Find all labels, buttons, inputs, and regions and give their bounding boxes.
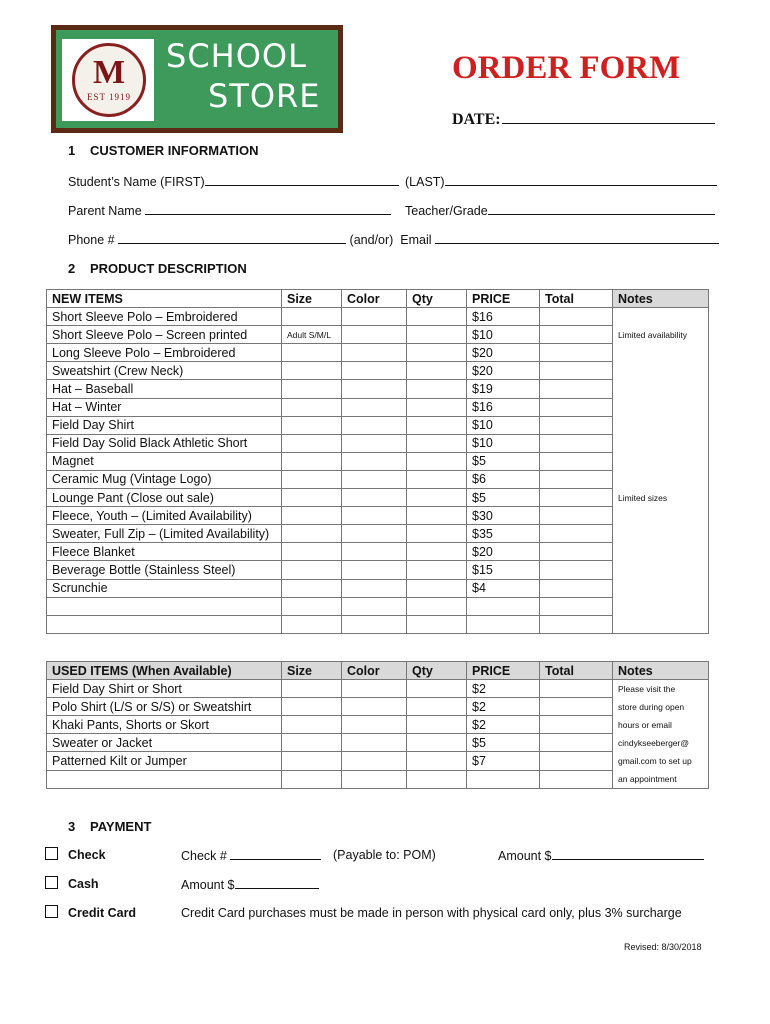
total-cell[interactable] bbox=[540, 326, 613, 344]
used-item-row bbox=[47, 752, 709, 770]
total-cell[interactable] bbox=[540, 452, 613, 470]
used-item-row bbox=[47, 680, 709, 698]
cash-amount-line[interactable] bbox=[235, 877, 319, 889]
used-items-header: USED ITEMS (When Available) bbox=[47, 662, 282, 680]
total-cell[interactable] bbox=[540, 698, 613, 716]
color-cell[interactable] bbox=[342, 507, 407, 525]
used-color-header: Color bbox=[342, 662, 407, 680]
price-cell: $2 bbox=[467, 716, 540, 734]
notes-cell bbox=[613, 597, 709, 615]
qty-cell[interactable] bbox=[407, 698, 467, 716]
new-items-header: NEW ITEMS bbox=[47, 290, 282, 308]
new-item-row bbox=[47, 308, 709, 326]
notes-cell: cindykseeberger@ bbox=[613, 734, 709, 752]
total-cell[interactable] bbox=[540, 716, 613, 734]
student-last-field[interactable]: (LAST) bbox=[405, 174, 717, 189]
new-item-row bbox=[47, 615, 709, 633]
size-cell[interactable]: Adult S/M/L bbox=[282, 326, 342, 344]
used-item-row bbox=[47, 698, 709, 716]
size-cell[interactable] bbox=[282, 507, 342, 525]
color-cell[interactable] bbox=[342, 525, 407, 543]
item-name: Short Sleeve Polo – Screen printed bbox=[47, 326, 282, 344]
used-total-header: Total bbox=[540, 662, 613, 680]
crest-badge bbox=[62, 39, 154, 121]
crest-est: EST 1919 bbox=[86, 92, 132, 102]
item-name: Long Sleeve Polo – Embroidered bbox=[47, 344, 282, 362]
qty-cell[interactable] bbox=[407, 716, 467, 734]
new-item-row bbox=[47, 416, 709, 434]
size-cell[interactable] bbox=[282, 525, 342, 543]
color-cell[interactable] bbox=[342, 470, 407, 488]
size-cell[interactable] bbox=[282, 344, 342, 362]
total-cell[interactable] bbox=[540, 344, 613, 362]
teacher-grade-field[interactable]: Teacher/Grade bbox=[405, 203, 715, 218]
size-cell[interactable] bbox=[282, 308, 342, 326]
notes-cell: store during open bbox=[613, 698, 709, 716]
color-cell[interactable] bbox=[342, 380, 407, 398]
notes-cell bbox=[613, 507, 709, 525]
total-cell[interactable] bbox=[540, 597, 613, 615]
item-name: Hat – Winter bbox=[47, 398, 282, 416]
total-cell[interactable] bbox=[540, 579, 613, 597]
credit-card-label: Credit Card bbox=[68, 906, 137, 920]
price-cell: $20 bbox=[467, 362, 540, 380]
cash-amount-field[interactable]: Amount $ bbox=[181, 877, 319, 892]
date-field[interactable] bbox=[452, 110, 715, 129]
total-cell[interactable] bbox=[540, 380, 613, 398]
payment-section-heading: 3 PAYMENT bbox=[68, 819, 152, 834]
logo-line-1: SCHOOL bbox=[166, 37, 307, 75]
color-cell[interactable] bbox=[342, 326, 407, 344]
school-store-logo bbox=[51, 25, 343, 133]
total-header: Total bbox=[540, 290, 613, 308]
qty-cell[interactable] bbox=[407, 398, 467, 416]
total-cell[interactable] bbox=[540, 470, 613, 488]
size-cell[interactable] bbox=[282, 470, 342, 488]
qty-cell[interactable] bbox=[407, 525, 467, 543]
color-cell[interactable] bbox=[342, 615, 407, 633]
notes-cell bbox=[613, 525, 709, 543]
price-cell bbox=[467, 770, 540, 788]
color-cell[interactable] bbox=[342, 489, 407, 507]
notes-cell: Limited sizes bbox=[613, 489, 709, 507]
total-cell[interactable] bbox=[540, 398, 613, 416]
color-cell[interactable] bbox=[342, 416, 407, 434]
size-cell[interactable] bbox=[282, 561, 342, 579]
new-item-row bbox=[47, 507, 709, 525]
qty-cell[interactable] bbox=[407, 362, 467, 380]
qty-cell[interactable] bbox=[407, 344, 467, 362]
used-item-row bbox=[47, 734, 709, 752]
qty-cell[interactable] bbox=[407, 579, 467, 597]
size-cell[interactable] bbox=[282, 398, 342, 416]
color-cell[interactable] bbox=[342, 698, 407, 716]
qty-cell[interactable] bbox=[407, 752, 467, 770]
price-cell: $30 bbox=[467, 507, 540, 525]
student-last-line[interactable] bbox=[445, 174, 717, 186]
notes-header: Notes bbox=[613, 290, 709, 308]
item-name: Sweater, Full Zip – (Limited Availability) bbox=[47, 525, 282, 543]
total-cell[interactable] bbox=[540, 525, 613, 543]
total-cell[interactable] bbox=[540, 615, 613, 633]
price-header: PRICE bbox=[467, 290, 540, 308]
color-cell[interactable] bbox=[342, 434, 407, 452]
qty-cell[interactable] bbox=[407, 561, 467, 579]
notes-cell bbox=[613, 615, 709, 633]
price-cell: $20 bbox=[467, 344, 540, 362]
price-cell: $2 bbox=[467, 680, 540, 698]
item-name: Sweatshirt (Crew Neck) bbox=[47, 362, 282, 380]
item-name: Field Day Shirt bbox=[47, 416, 282, 434]
color-cell[interactable] bbox=[342, 362, 407, 380]
teacher-grade-line[interactable] bbox=[488, 203, 715, 215]
size-cell[interactable] bbox=[282, 716, 342, 734]
notes-cell bbox=[613, 470, 709, 488]
student-first-line[interactable] bbox=[205, 174, 399, 186]
used-items-table bbox=[46, 661, 709, 789]
price-cell: $5 bbox=[467, 489, 540, 507]
total-cell[interactable] bbox=[540, 362, 613, 380]
qty-cell[interactable] bbox=[407, 507, 467, 525]
date-label: DATE: bbox=[452, 111, 501, 128]
price-cell: $6 bbox=[467, 470, 540, 488]
price-cell: $5 bbox=[467, 452, 540, 470]
notes-cell bbox=[613, 344, 709, 362]
size-cell[interactable] bbox=[282, 543, 342, 561]
color-cell[interactable] bbox=[342, 597, 407, 615]
page-title: ORDER FORM bbox=[452, 50, 681, 86]
check-number-line[interactable] bbox=[230, 848, 321, 860]
qty-cell[interactable] bbox=[407, 308, 467, 326]
total-cell[interactable] bbox=[540, 416, 613, 434]
size-cell[interactable] bbox=[282, 452, 342, 470]
color-cell[interactable] bbox=[342, 752, 407, 770]
size-cell[interactable] bbox=[282, 680, 342, 698]
new-item-row bbox=[47, 344, 709, 362]
notes-cell: Please visit the bbox=[613, 680, 709, 698]
cash-label: Cash bbox=[68, 877, 99, 891]
notes-cell: an appointment bbox=[613, 770, 709, 788]
size-header: Size bbox=[282, 290, 342, 308]
date-line[interactable] bbox=[502, 110, 715, 124]
check-amount-line[interactable] bbox=[552, 848, 704, 860]
price-cell: $20 bbox=[467, 543, 540, 561]
new-item-row bbox=[47, 380, 709, 398]
total-cell[interactable] bbox=[540, 543, 613, 561]
used-item-row bbox=[47, 770, 709, 788]
new-item-row bbox=[47, 398, 709, 416]
notes-cell bbox=[613, 380, 709, 398]
new-item-row bbox=[47, 525, 709, 543]
used-items-header-row bbox=[47, 662, 709, 680]
parent-name-field[interactable]: Parent Name bbox=[68, 203, 391, 218]
price-cell: $10 bbox=[467, 416, 540, 434]
size-cell[interactable] bbox=[282, 579, 342, 597]
price-cell bbox=[467, 597, 540, 615]
total-cell[interactable] bbox=[540, 752, 613, 770]
size-cell[interactable] bbox=[282, 770, 342, 788]
qty-cell[interactable] bbox=[407, 489, 467, 507]
credit-card-checkbox[interactable] bbox=[45, 905, 58, 918]
size-cell[interactable] bbox=[282, 489, 342, 507]
notes-cell bbox=[613, 561, 709, 579]
qty-cell[interactable] bbox=[407, 680, 467, 698]
total-cell[interactable] bbox=[540, 507, 613, 525]
notes-cell: hours or email bbox=[613, 716, 709, 734]
color-cell[interactable] bbox=[342, 561, 407, 579]
qty-cell[interactable] bbox=[407, 734, 467, 752]
new-item-row bbox=[47, 579, 709, 597]
item-name bbox=[47, 597, 282, 615]
color-cell[interactable] bbox=[342, 543, 407, 561]
total-cell[interactable] bbox=[540, 489, 613, 507]
check-amount-field[interactable]: Amount $ bbox=[498, 848, 704, 863]
qty-cell[interactable] bbox=[407, 434, 467, 452]
qty-cell[interactable] bbox=[407, 770, 467, 788]
logo-line-2: STORE bbox=[208, 77, 321, 115]
new-item-row bbox=[47, 561, 709, 579]
notes-cell bbox=[613, 434, 709, 452]
color-cell[interactable] bbox=[342, 579, 407, 597]
notes-cell bbox=[613, 579, 709, 597]
item-name: Polo Shirt (L/S or S/S) or Sweatshirt bbox=[47, 698, 282, 716]
notes-cell: gmail.com to set up bbox=[613, 752, 709, 770]
item-name: Field Day Solid Black Athletic Short bbox=[47, 434, 282, 452]
qty-cell[interactable] bbox=[407, 380, 467, 398]
size-cell[interactable] bbox=[282, 734, 342, 752]
qty-header: Qty bbox=[407, 290, 467, 308]
total-cell[interactable] bbox=[540, 561, 613, 579]
size-cell[interactable] bbox=[282, 752, 342, 770]
price-cell: $10 bbox=[467, 434, 540, 452]
phone-field[interactable]: Phone # (and/or) Email bbox=[68, 232, 719, 247]
notes-cell bbox=[613, 543, 709, 561]
item-name: Fleece, Youth – (Limited Availability) bbox=[47, 507, 282, 525]
total-cell[interactable] bbox=[540, 734, 613, 752]
total-cell[interactable] bbox=[540, 434, 613, 452]
item-name bbox=[47, 615, 282, 633]
color-cell[interactable] bbox=[342, 344, 407, 362]
cash-checkbox[interactable] bbox=[45, 876, 58, 889]
color-cell[interactable] bbox=[342, 398, 407, 416]
check-checkbox[interactable] bbox=[45, 847, 58, 860]
new-items-header-row bbox=[47, 290, 709, 308]
size-cell[interactable] bbox=[282, 597, 342, 615]
price-cell: $19 bbox=[467, 380, 540, 398]
notes-cell bbox=[613, 416, 709, 434]
price-cell: $35 bbox=[467, 525, 540, 543]
item-name: Scrunchie bbox=[47, 579, 282, 597]
item-name: Hat – Baseball bbox=[47, 380, 282, 398]
item-name: Patterned Kilt or Jumper bbox=[47, 752, 282, 770]
new-item-row bbox=[47, 489, 709, 507]
logo-text bbox=[166, 36, 321, 116]
used-item-row bbox=[47, 716, 709, 734]
revised-date: Revised: 8/30/2018 bbox=[624, 942, 702, 952]
total-cell[interactable] bbox=[540, 308, 613, 326]
notes-cell bbox=[613, 362, 709, 380]
customer-section-heading: 1 CUSTOMER INFORMATION bbox=[68, 143, 259, 158]
qty-cell[interactable] bbox=[407, 470, 467, 488]
color-cell[interactable] bbox=[342, 452, 407, 470]
qty-cell[interactable] bbox=[407, 543, 467, 561]
item-name: Short Sleeve Polo – Embroidered bbox=[47, 308, 282, 326]
check-label: Check bbox=[68, 848, 106, 862]
size-cell[interactable] bbox=[282, 416, 342, 434]
new-item-row bbox=[47, 326, 709, 344]
new-item-row bbox=[47, 434, 709, 452]
color-cell[interactable] bbox=[342, 734, 407, 752]
color-header: Color bbox=[342, 290, 407, 308]
price-cell bbox=[467, 615, 540, 633]
used-price-header: PRICE bbox=[467, 662, 540, 680]
item-name: Sweater or Jacket bbox=[47, 734, 282, 752]
item-name: Magnet bbox=[47, 452, 282, 470]
qty-cell[interactable] bbox=[407, 597, 467, 615]
used-notes-header: Notes bbox=[613, 662, 709, 680]
item-name: Khaki Pants, Shorts or Skort bbox=[47, 716, 282, 734]
product-section-heading: 2 PRODUCT DESCRIPTION bbox=[68, 261, 247, 276]
qty-cell[interactable] bbox=[407, 452, 467, 470]
size-cell[interactable] bbox=[282, 615, 342, 633]
new-item-row bbox=[47, 470, 709, 488]
price-cell: $16 bbox=[467, 308, 540, 326]
notes-cell: Limited availability bbox=[613, 326, 709, 344]
price-cell: $7 bbox=[467, 752, 540, 770]
size-cell[interactable] bbox=[282, 380, 342, 398]
student-first-field[interactable]: Student’s Name (FIRST) bbox=[68, 174, 399, 189]
price-cell: $16 bbox=[467, 398, 540, 416]
notes-cell bbox=[613, 452, 709, 470]
item-name: Lounge Pant (Close out sale) bbox=[47, 489, 282, 507]
email-line[interactable] bbox=[435, 232, 719, 244]
new-items-table bbox=[46, 289, 709, 634]
qty-cell[interactable] bbox=[407, 416, 467, 434]
price-cell: $10 bbox=[467, 326, 540, 344]
new-item-row bbox=[47, 362, 709, 380]
qty-cell[interactable] bbox=[407, 615, 467, 633]
price-cell: $4 bbox=[467, 579, 540, 597]
used-size-header: Size bbox=[282, 662, 342, 680]
color-cell[interactable] bbox=[342, 308, 407, 326]
new-item-row bbox=[47, 543, 709, 561]
new-item-row bbox=[47, 597, 709, 615]
color-cell[interactable] bbox=[342, 770, 407, 788]
item-name bbox=[47, 770, 282, 788]
price-cell: $2 bbox=[467, 698, 540, 716]
payable-to: (Payable to: POM) bbox=[333, 848, 436, 862]
notes-cell bbox=[613, 308, 709, 326]
price-cell: $15 bbox=[467, 561, 540, 579]
total-cell[interactable] bbox=[540, 770, 613, 788]
item-name: Fleece Blanket bbox=[47, 543, 282, 561]
used-qty-header: Qty bbox=[407, 662, 467, 680]
size-cell[interactable] bbox=[282, 434, 342, 452]
item-name: Field Day Shirt or Short bbox=[47, 680, 282, 698]
total-cell[interactable] bbox=[540, 680, 613, 698]
color-cell[interactable] bbox=[342, 680, 407, 698]
item-name: Beverage Bottle (Stainless Steel) bbox=[47, 561, 282, 579]
size-cell[interactable] bbox=[282, 698, 342, 716]
check-number-field[interactable]: Check # bbox=[181, 848, 321, 863]
crest-letter: M bbox=[92, 54, 126, 91]
item-name: Ceramic Mug (Vintage Logo) bbox=[47, 470, 282, 488]
new-item-row bbox=[47, 452, 709, 470]
credit-card-note: Credit Card purchases must be made in person with physical card only, plus 3% surcharge bbox=[181, 906, 682, 920]
phone-line[interactable] bbox=[118, 232, 346, 244]
size-cell[interactable] bbox=[282, 362, 342, 380]
price-cell: $5 bbox=[467, 734, 540, 752]
notes-cell bbox=[613, 398, 709, 416]
qty-cell[interactable] bbox=[407, 326, 467, 344]
color-cell[interactable] bbox=[342, 716, 407, 734]
parent-name-line[interactable] bbox=[145, 203, 391, 215]
